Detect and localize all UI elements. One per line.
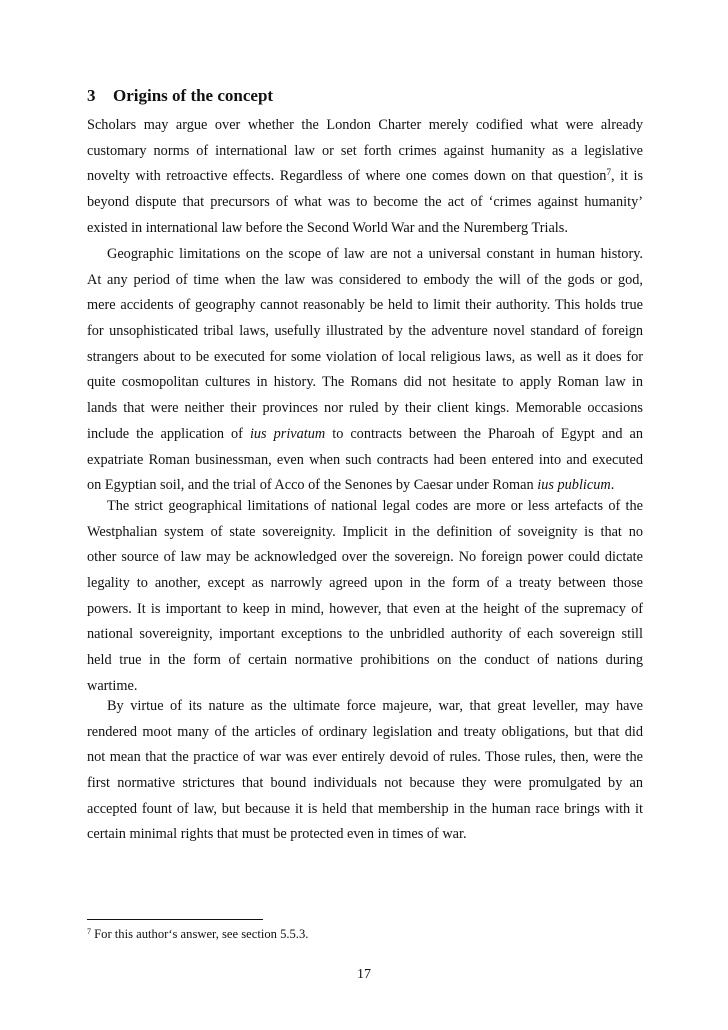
line-text: on Egyptian soil, and the trial of Acco of the Senones by Caesar under Roman (87, 477, 538, 494)
text-line: national sovereignity, important exceptions to the unbridled authority of each sovereign still (87, 626, 643, 643)
text-line: legality to another, except as narrowly agreed upon in the form of a treaty between those (87, 575, 643, 592)
text-line: certain minimal rights that must be protected even in times of war. (87, 826, 467, 843)
text-line: strangers about to be executed for some violation of local religious laws, as well as it does for (87, 348, 643, 365)
paragraph-3 (87, 494, 643, 700)
text-line (87, 422, 643, 448)
text-line: wartime. (87, 677, 138, 694)
text-line: mere accidents of geography cannot reasonably be held to limit their authority. This holds true (87, 297, 643, 314)
text-line (87, 164, 643, 190)
text-line: rendered moot many of the articles of ordinary legislation and treaty obligations, but that did (87, 723, 643, 740)
paragraph-1 (87, 113, 643, 241)
text-line: first normative strictures that bound individuals not because they were promulgated by an (87, 775, 643, 792)
line-text: to contracts between the Pharoah of Egypt and an (325, 425, 643, 442)
text-line: not mean that the practice of war was ever entirely devoid of rules. Those rules, then, were the (87, 749, 643, 766)
text-line: The strict geographical limitations of national legal codes are more or less artefacts of the (107, 498, 643, 514)
text-line: quite cosmopolitan cultures in history. The Romans did not hesitate to apply Roman law in (87, 374, 643, 391)
section-number: 3 (87, 86, 96, 105)
text-line: other source of law may be acknowledged over the sovereign. No foreign power could dictate (87, 549, 643, 566)
text-line: beyond dispute that precursors of what was to become the act of ‘crimes against humanity’ (87, 194, 643, 211)
text-line: Scholars may argue over whether the London Charter merely codified what were already (87, 117, 643, 133)
text-line: By virtue of its nature as the ultimate force majeure, war, that great leveller, may have (107, 698, 643, 714)
text-line: powers. It is important to keep in mind, however, that even at the height of the supremacy of (87, 600, 643, 617)
text-line: held true in the form of certain normative prohibitions on the conduct of nations during (87, 652, 643, 669)
footnote-divider (87, 919, 263, 920)
text-line: expatriate Roman businessman, even when such contracts had been entered into and executed (87, 451, 643, 468)
text-line: Westphalian system of state sovereignity. Implicit in the definition of soveignity is that no (87, 523, 643, 540)
footnote-reference: 7 (606, 167, 611, 178)
section-title: Origins of the concept (113, 86, 274, 105)
footnote (87, 927, 308, 942)
paragraph-2 (87, 242, 643, 499)
line-text: . (610, 477, 615, 494)
page-number: 17 (357, 967, 371, 982)
line-text: , it is (610, 168, 644, 185)
line-text: include the application of (87, 425, 250, 442)
italic-term: ius publicum (537, 477, 611, 494)
text-line: for unsophisticated tribal laws, usefully illustrated by the adventure novel standard of foreign (87, 323, 643, 340)
footnote-number: 7 (87, 927, 91, 936)
text-line: lands that were neither their provinces nor ruled by their client kings. Memorable occasions (87, 400, 643, 417)
text-line: existed in international law before the Second World War and the Nuremberg Trials. (87, 219, 568, 236)
line-text: novelty with retroactive effects. Regardless of where one comes down on that question (87, 168, 607, 185)
italic-term: ius privatum (249, 425, 326, 442)
footnote-text: For this author‘s answer, see section 5.5.3. (94, 927, 309, 941)
text-line: Geographic limitations on the scope of law are not a universal constant in human history. (107, 246, 643, 262)
text-line: At any period of time when the law was considered to embody the will of the gods or god, (87, 271, 643, 288)
text-line: accepted fount of law, but because it is held that membership in the human race brings with it (87, 800, 643, 817)
paragraph-4 (87, 694, 643, 848)
text-line: customary norms of international law or set forth crimes against humanity as a legislative (87, 142, 643, 159)
section-heading (87, 86, 273, 106)
